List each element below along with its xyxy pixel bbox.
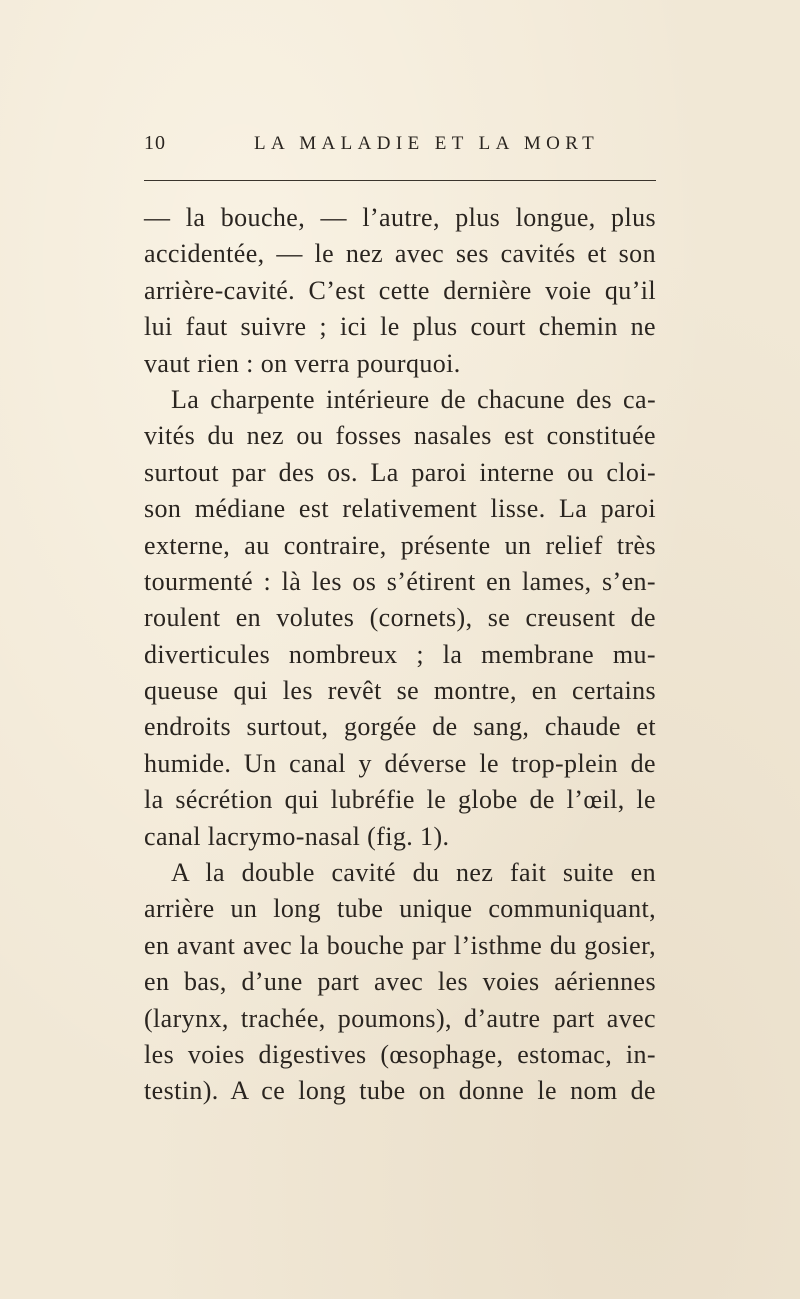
body-text xyxy=(144,200,656,1110)
text-line: — la bouche, — l’autre, plus longue, plus xyxy=(144,203,656,232)
text-line: vités du nez ou fosses nasales est constituée xyxy=(144,421,656,451)
text-line: lui faut suivre ; ici le plus court chemin ne xyxy=(144,312,656,342)
text-line: en avant avec la bouche par l’isthme du gosier, xyxy=(144,930,656,960)
text-line: queuse qui les revêt se montre, en certains xyxy=(144,676,656,706)
text-line: humide. Un canal y déverse le trop-plein de xyxy=(144,748,656,778)
page-header xyxy=(144,132,656,158)
paragraph-start-line: La charpente intérieure de chacune des ca- xyxy=(171,384,656,414)
text-line: arrière un long tube unique communiquant, xyxy=(144,894,656,924)
text-line: la sécrétion qui lubréfie le globe de l’œil, le xyxy=(144,785,656,815)
text-line: (larynx, trachée, poumons), d’autre part avec xyxy=(144,1003,656,1033)
paragraph-end-line: vaut rien : on verra pourquoi. xyxy=(144,348,461,378)
text-line: son médiane est relativement lisse. La paroi xyxy=(144,494,656,524)
text-line: les voies digestives (œsophage, estomac, in- xyxy=(144,1039,656,1069)
page-number: 10 xyxy=(144,132,166,154)
paragraph-start-line: A la double cavité du nez fait suite en xyxy=(171,858,656,888)
text-line: externe, au contraire, présente un relief très xyxy=(144,530,656,560)
text-line: diverticules nombreux ; la membrane mu- xyxy=(144,639,656,669)
text-line: accidentée, — le nez avec ses cavités et son xyxy=(144,239,656,269)
text-line: endroits surtout, gorgée de sang, chaude et xyxy=(144,712,656,742)
text-line: testin). A ce long tube on donne le nom de xyxy=(144,1076,656,1106)
text-line: roulent en volutes (cornets), se creusent de xyxy=(144,603,656,633)
text-line: tourmenté : là les os s’étirent en lames, s’en- xyxy=(144,566,656,596)
text-line: arrière-cavité. C’est cette dernière voie qu’il xyxy=(144,275,656,305)
paragraph-end-line: canal lacrymo-nasal (fig. 1). xyxy=(144,821,450,851)
text-line: surtout par des os. La paroi interne ou cloi- xyxy=(144,457,656,487)
text-line: en bas, d’une part avec les voies aériennes xyxy=(144,967,656,997)
header-rule xyxy=(144,180,656,181)
running-title: LA MALADIE ET LA MORT xyxy=(254,133,600,154)
